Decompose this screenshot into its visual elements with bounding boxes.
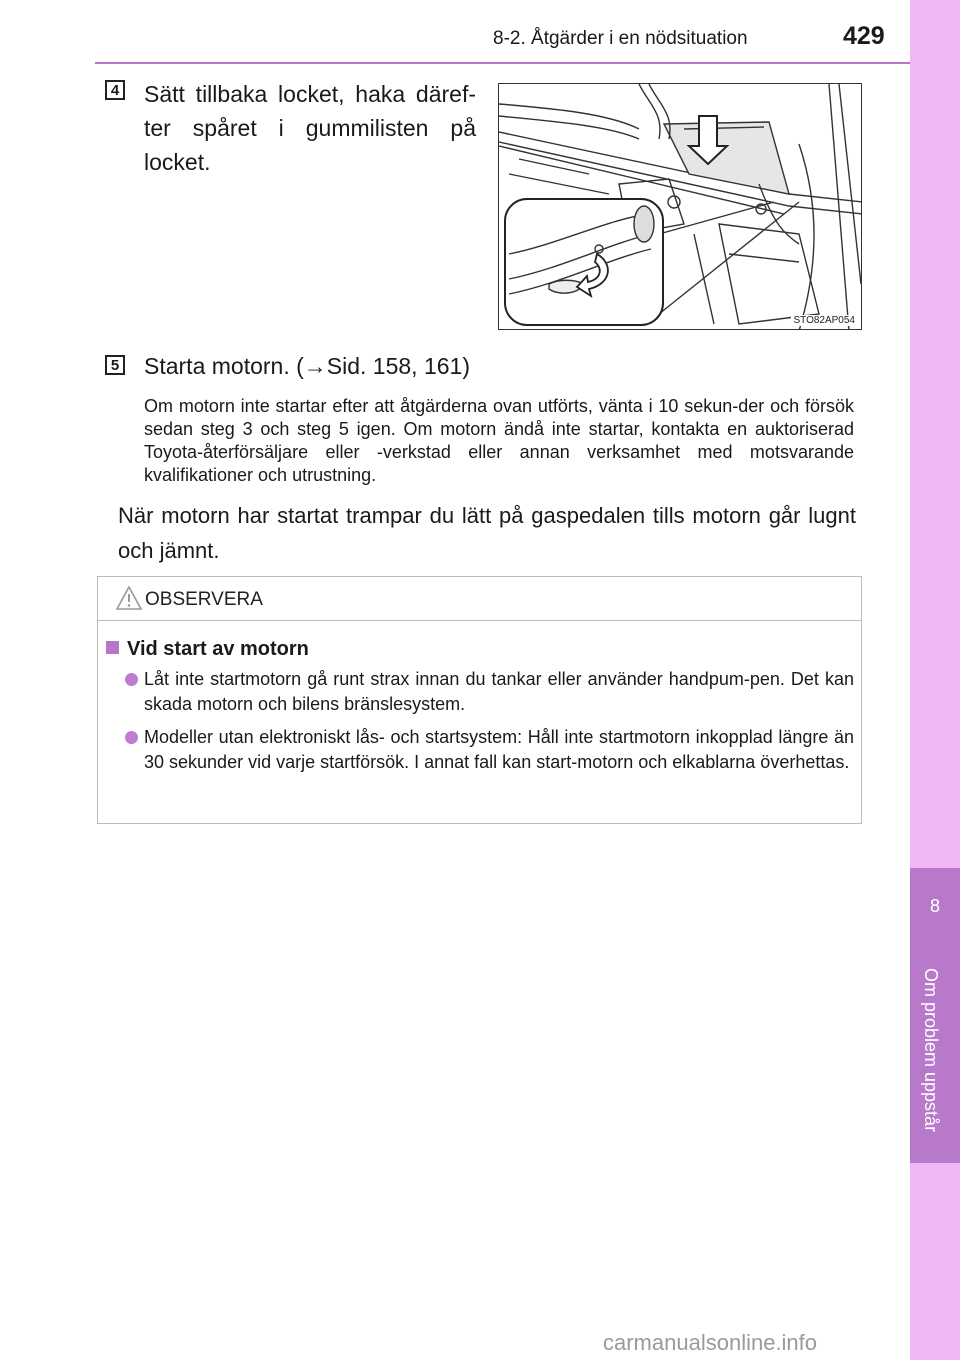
notice-bullet: [144, 725, 854, 775]
square-bullet-icon: [106, 641, 119, 654]
page-number: 429: [843, 22, 885, 50]
watermark: carmanualsonline.info: [603, 1330, 818, 1355]
engine-bay-drawing: [499, 84, 862, 330]
notice-header: [98, 577, 861, 621]
engine-cover-illustration: [498, 83, 862, 330]
notice-title: OBSERVERA: [145, 589, 263, 610]
notice-bullet-text: Modeller utan elektroniskt lås- och startsystem: Håll inte startmotorn inkopplad längre än 30 sekunder vid varje startförsök. I annat fall kan start-motorn och elkablarna överhettas.: [144, 727, 854, 772]
step-4-text: Sätt tillbaka locket, haka däref-ter spåret i gummilisten på locket.: [144, 81, 476, 175]
after-start-paragraph: När motorn har startat trampar du lätt på gaspedalen tills motorn går lugnt och jämnt.: [118, 503, 856, 563]
chapter-label: Om problem uppstår: [921, 968, 941, 1133]
step-number-5: 5: [105, 355, 125, 375]
notice-heading: [106, 638, 309, 661]
chapter-number: 8: [929, 896, 940, 916]
notice-bullet: [144, 667, 854, 717]
step-number-4: 4: [105, 80, 125, 100]
bullet-dot-icon: [125, 673, 138, 686]
step-5-text: Starta motorn. (→Sid. 158, 161): [144, 353, 470, 379]
bullet-dot-icon: [125, 731, 138, 744]
figure-code: STO82AP054: [793, 315, 855, 326]
warning-icon: [116, 585, 142, 611]
header-divider: [95, 62, 910, 64]
section-title: 8-2. Åtgärder i en nödsituation: [493, 28, 748, 49]
notice-heading-text: Vid start av motorn: [127, 638, 309, 660]
notice-bullet-text: Låt inte startmotorn gå runt strax innan du tankar eller använder handpum-pen. Det kan skada motorn och bilens bränslesystem.: [144, 669, 854, 714]
step-5-note: Om motorn inte startar efter att åtgärderna ovan utförts, vänta i 10 sekun-der och försök sedan steg 3 och steg 5 igen. Om motorn ändå inte startar, kontakta en auktoriserad Toyota-återförsäljare eller -verkstad eller annan verksamhet med motsvarande kvalifikationer och utrustning.: [144, 396, 854, 485]
notice-box: [97, 576, 862, 824]
